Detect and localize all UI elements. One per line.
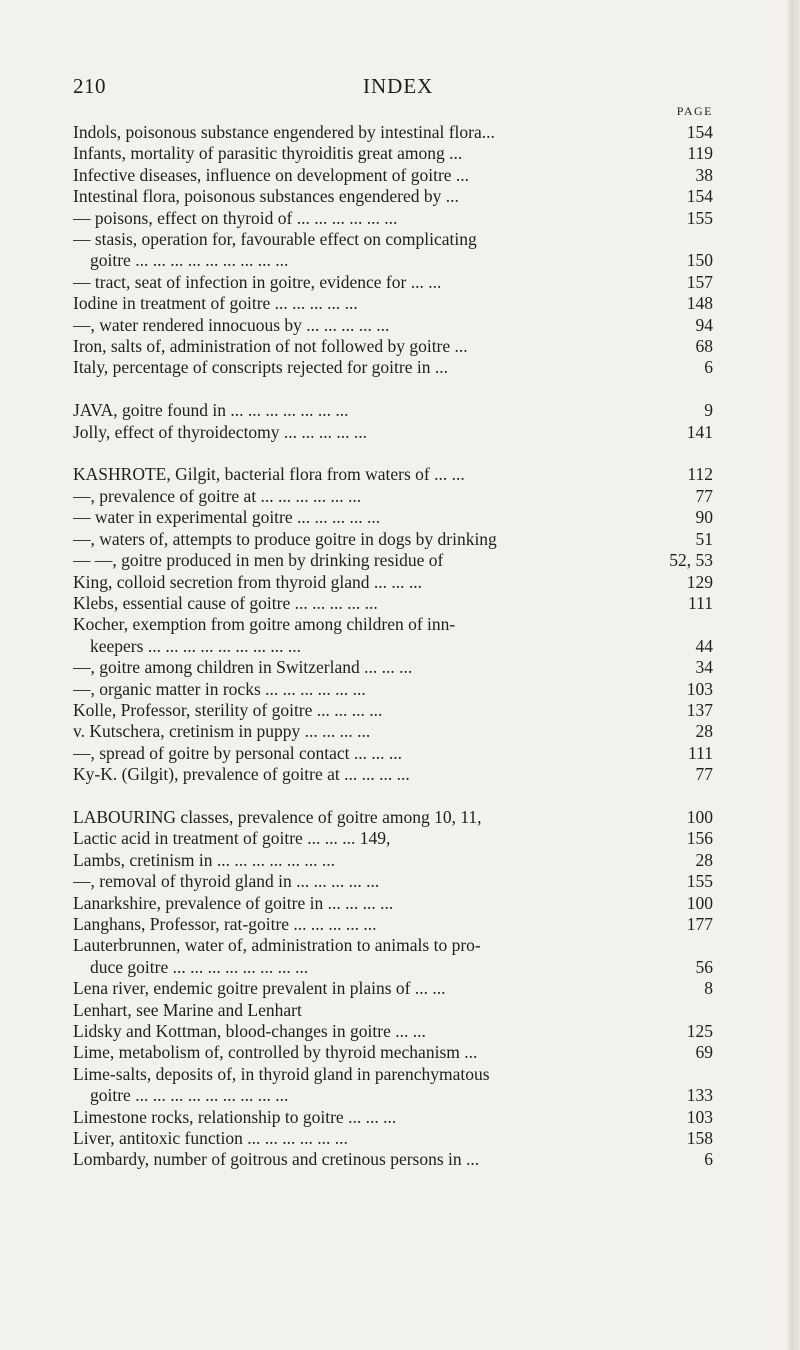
entry-page: 103	[686, 678, 713, 699]
index-entry	[73, 315, 713, 336]
index-entry	[73, 272, 713, 293]
index-entry	[73, 1042, 713, 1063]
entry-text: Iodine in treatment of goitre ... ... ... ... ...	[73, 293, 358, 314]
section-gap	[73, 379, 713, 400]
entry-text: v. Kutschera, cretinism in puppy ... ... ... ...	[73, 721, 371, 742]
entry-text: Lauterbrunnen, water of, administration to animals to pro-	[73, 935, 481, 956]
entry-page: 133	[686, 1085, 713, 1106]
index-entry	[73, 186, 713, 207]
index-entry	[73, 507, 713, 528]
entry-page	[661, 1064, 713, 1085]
index-entry	[73, 336, 713, 357]
index-entry	[73, 764, 713, 785]
entry-text: KASHROTE, Gilgit, bacterial flora from waters of ... ...	[73, 464, 465, 485]
entry-page: 148	[686, 293, 713, 314]
index-entry	[73, 893, 713, 914]
index-entry	[73, 721, 713, 742]
index-entries	[73, 122, 713, 1171]
entry-text: Lambs, cretinism in ... ... ... ... ... ... ...	[73, 849, 335, 870]
entry-page: 103	[686, 1106, 713, 1127]
entry-text: King, colloid secretion from thyroid gland ... ... ...	[73, 571, 422, 592]
entry-page: 56	[695, 956, 713, 977]
index-entry	[73, 614, 713, 635]
index-entry	[73, 850, 713, 871]
entry-page: 111	[688, 592, 713, 613]
entry-text: Kolle, Professor, sterility of goitre ... ... ... ...	[73, 699, 383, 720]
index-entry	[73, 422, 713, 443]
page-column-label: PAGE	[676, 104, 713, 118]
entry-page: 158	[686, 1128, 713, 1149]
entry-page: 155	[686, 207, 713, 228]
entry-text: Lenhart, see Marine and Lenhart	[73, 999, 302, 1020]
entry-text: —, waters of, attempts to produce goitre in dogs by drinking	[73, 528, 497, 549]
entry-page: 90	[695, 507, 713, 528]
entry-page: 9	[704, 400, 713, 421]
index-entry	[73, 486, 713, 507]
entry-page: 150	[686, 250, 713, 271]
section-gap	[73, 443, 713, 464]
index-entry	[73, 122, 713, 143]
entry-text: Kocher, exemption from goitre among children of inn-	[73, 614, 456, 635]
index-entry	[73, 208, 713, 229]
entry-text: Liver, antitoxic function ... ... ... ... ... ...	[73, 1128, 348, 1149]
entry-page: 28	[695, 849, 713, 870]
entry-text: Indols, poisonous substance engendered by intestinal flora...	[73, 122, 495, 142]
entry-text: Ky-K. (Gilgit), prevalence of goitre at ... ... ... ...	[73, 764, 410, 785]
section-gap	[73, 786, 713, 807]
entry-text: Intestinal flora, poisonous substances engendered by ...	[73, 186, 459, 207]
entry-page	[661, 229, 713, 250]
entry-page: 6	[704, 1149, 713, 1170]
index-entry	[73, 593, 713, 614]
index-entry	[73, 550, 713, 571]
entry-text: —, organic matter in rocks ... ... ... ... ... ...	[73, 678, 366, 699]
entry-text: Infants, mortality of parasitic thyroiditis great among ...	[73, 143, 463, 164]
index-entry	[73, 1107, 713, 1128]
entry-page: 156	[686, 828, 713, 849]
index-entry	[73, 1021, 713, 1042]
index-entry	[73, 700, 713, 721]
index-entry	[73, 636, 713, 657]
entry-page: 119	[687, 143, 713, 164]
index-entry	[73, 914, 713, 935]
index-entry	[73, 293, 713, 314]
entry-page	[661, 614, 713, 635]
entry-page: 51	[695, 528, 713, 549]
entry-text: keepers ... ... ... ... ... ... ... ... ...	[90, 635, 301, 656]
index-entry	[73, 400, 713, 421]
entry-page: 94	[695, 314, 713, 335]
entry-text: Iron, salts of, administration of not followed by goitre ...	[73, 336, 468, 357]
entry-page: 111	[688, 742, 713, 763]
entry-text: Italy, percentage of conscripts rejected for goitre in ...	[73, 357, 448, 378]
page-edge	[786, 0, 800, 1350]
entry-text: JAVA, goitre found in ... ... ... ... ... ... ...	[73, 400, 349, 421]
entry-text: — poisons, effect on thyroid of ... ... ... ... ... ...	[73, 207, 398, 228]
page-title: INDEX	[363, 74, 434, 98]
entry-text: — —, goitre produced in men by drinking residue of	[73, 550, 444, 571]
entry-page: 157	[686, 271, 713, 292]
page-header	[73, 74, 713, 98]
index-entry	[73, 957, 713, 978]
entry-text: —, water rendered innocuous by ... ... ... ... ...	[73, 314, 390, 335]
entry-text: —, spread of goitre by personal contact ... ... ...	[73, 742, 403, 763]
index-entry	[73, 1064, 713, 1085]
entry-text: —, prevalence of goitre at ... ... ... ... ... ...	[73, 485, 362, 506]
entry-text: Lime-salts, deposits of, in thyroid gland in parenchymatous	[73, 1063, 490, 1084]
entry-text: Lime, metabolism of, controlled by thyroid mechanism ...	[73, 1042, 478, 1063]
entry-page: 155	[686, 871, 713, 892]
entry-text: Langhans, Professor, rat-goitre ... ... ... ... ...	[73, 913, 377, 934]
entry-page: 38	[695, 164, 713, 185]
entry-text: Lombardy, number of goitrous and cretinous persons in ...	[73, 1149, 480, 1170]
index-entry	[73, 1085, 713, 1106]
index-entry	[73, 828, 713, 849]
entry-page: 68	[695, 336, 713, 357]
entry-page: 8	[704, 978, 713, 999]
entry-text: Limestone rocks, relationship to goitre ... ... ...	[73, 1106, 397, 1127]
index-entry	[73, 357, 713, 378]
entry-page: 34	[695, 657, 713, 678]
entry-text: Lactic acid in treatment of goitre ... ... ... 149,	[73, 828, 391, 849]
index-entry	[73, 229, 713, 250]
index-entry	[73, 165, 713, 186]
entry-page: 141	[686, 421, 713, 442]
entry-text: Klebs, essential cause of goitre ... ... ... ... ...	[73, 592, 378, 613]
entry-page: 100	[686, 892, 713, 913]
index-entry	[73, 1128, 713, 1149]
entry-page: 69	[695, 1042, 713, 1063]
entry-page: 112	[687, 464, 713, 485]
index-entry	[73, 1000, 713, 1021]
index-entry	[73, 978, 713, 999]
entry-text: —, removal of thyroid gland in ... ... ... ... ...	[73, 871, 380, 892]
entry-page	[661, 935, 713, 956]
entry-text: —, goitre among children in Switzerland ... ... ...	[73, 657, 413, 678]
entry-page: 6	[704, 357, 713, 378]
entry-page: 28	[695, 721, 713, 742]
index-entry	[73, 807, 713, 828]
entry-text: — water in experimental goitre ... ... ... ... ...	[73, 507, 381, 528]
entry-page	[661, 1000, 713, 1021]
entry-text: Lena river, endemic goitre prevalent in plains of ... ...	[73, 978, 446, 999]
index-entry	[73, 657, 713, 678]
index-entry	[73, 743, 713, 764]
entry-text: duce goitre ... ... ... ... ... ... ... ...	[90, 956, 309, 977]
entry-text: Infective diseases, influence on development of goitre ...	[73, 164, 470, 185]
entry-page: 154	[686, 186, 713, 207]
index-entry	[73, 464, 713, 485]
entry-text: goitre ... ... ... ... ... ... ... ... ...	[90, 250, 289, 271]
entry-text: goitre ... ... ... ... ... ... ... ... ...	[90, 1085, 289, 1106]
entry-page: 52, 53	[669, 550, 713, 571]
index-entry	[73, 529, 713, 550]
entry-page: 77	[695, 485, 713, 506]
entry-page: 137	[686, 699, 713, 720]
entry-text: Jolly, effect of thyroidectomy ... ... ... ... ...	[73, 421, 368, 442]
entry-page: 154	[686, 122, 713, 142]
entry-page: 44	[695, 635, 713, 656]
index-entry	[73, 250, 713, 271]
entry-page: 77	[695, 764, 713, 785]
index-entry	[73, 679, 713, 700]
entry-page: 129	[686, 571, 713, 592]
entry-text: LABOURING classes, prevalence of goitre among 10, 11,	[73, 806, 482, 827]
entry-text: Lanarkshire, prevalence of goitre in ... ... ... ...	[73, 892, 394, 913]
index-entry	[73, 572, 713, 593]
entry-page: 100	[686, 806, 713, 827]
index-entry	[73, 143, 713, 164]
entry-text: — stasis, operation for, favourable effect on complicating	[73, 229, 477, 250]
index-entry	[73, 871, 713, 892]
entry-text: — tract, seat of infection in goitre, evidence for ... ...	[73, 271, 442, 292]
entry-page: 125	[686, 1021, 713, 1042]
index-entry	[73, 1149, 713, 1170]
entry-page: 177	[686, 913, 713, 934]
page-number: 210	[73, 74, 106, 98]
index-entry	[73, 935, 713, 956]
entry-text: Lidsky and Kottman, blood-changes in goitre ... ...	[73, 1021, 426, 1042]
